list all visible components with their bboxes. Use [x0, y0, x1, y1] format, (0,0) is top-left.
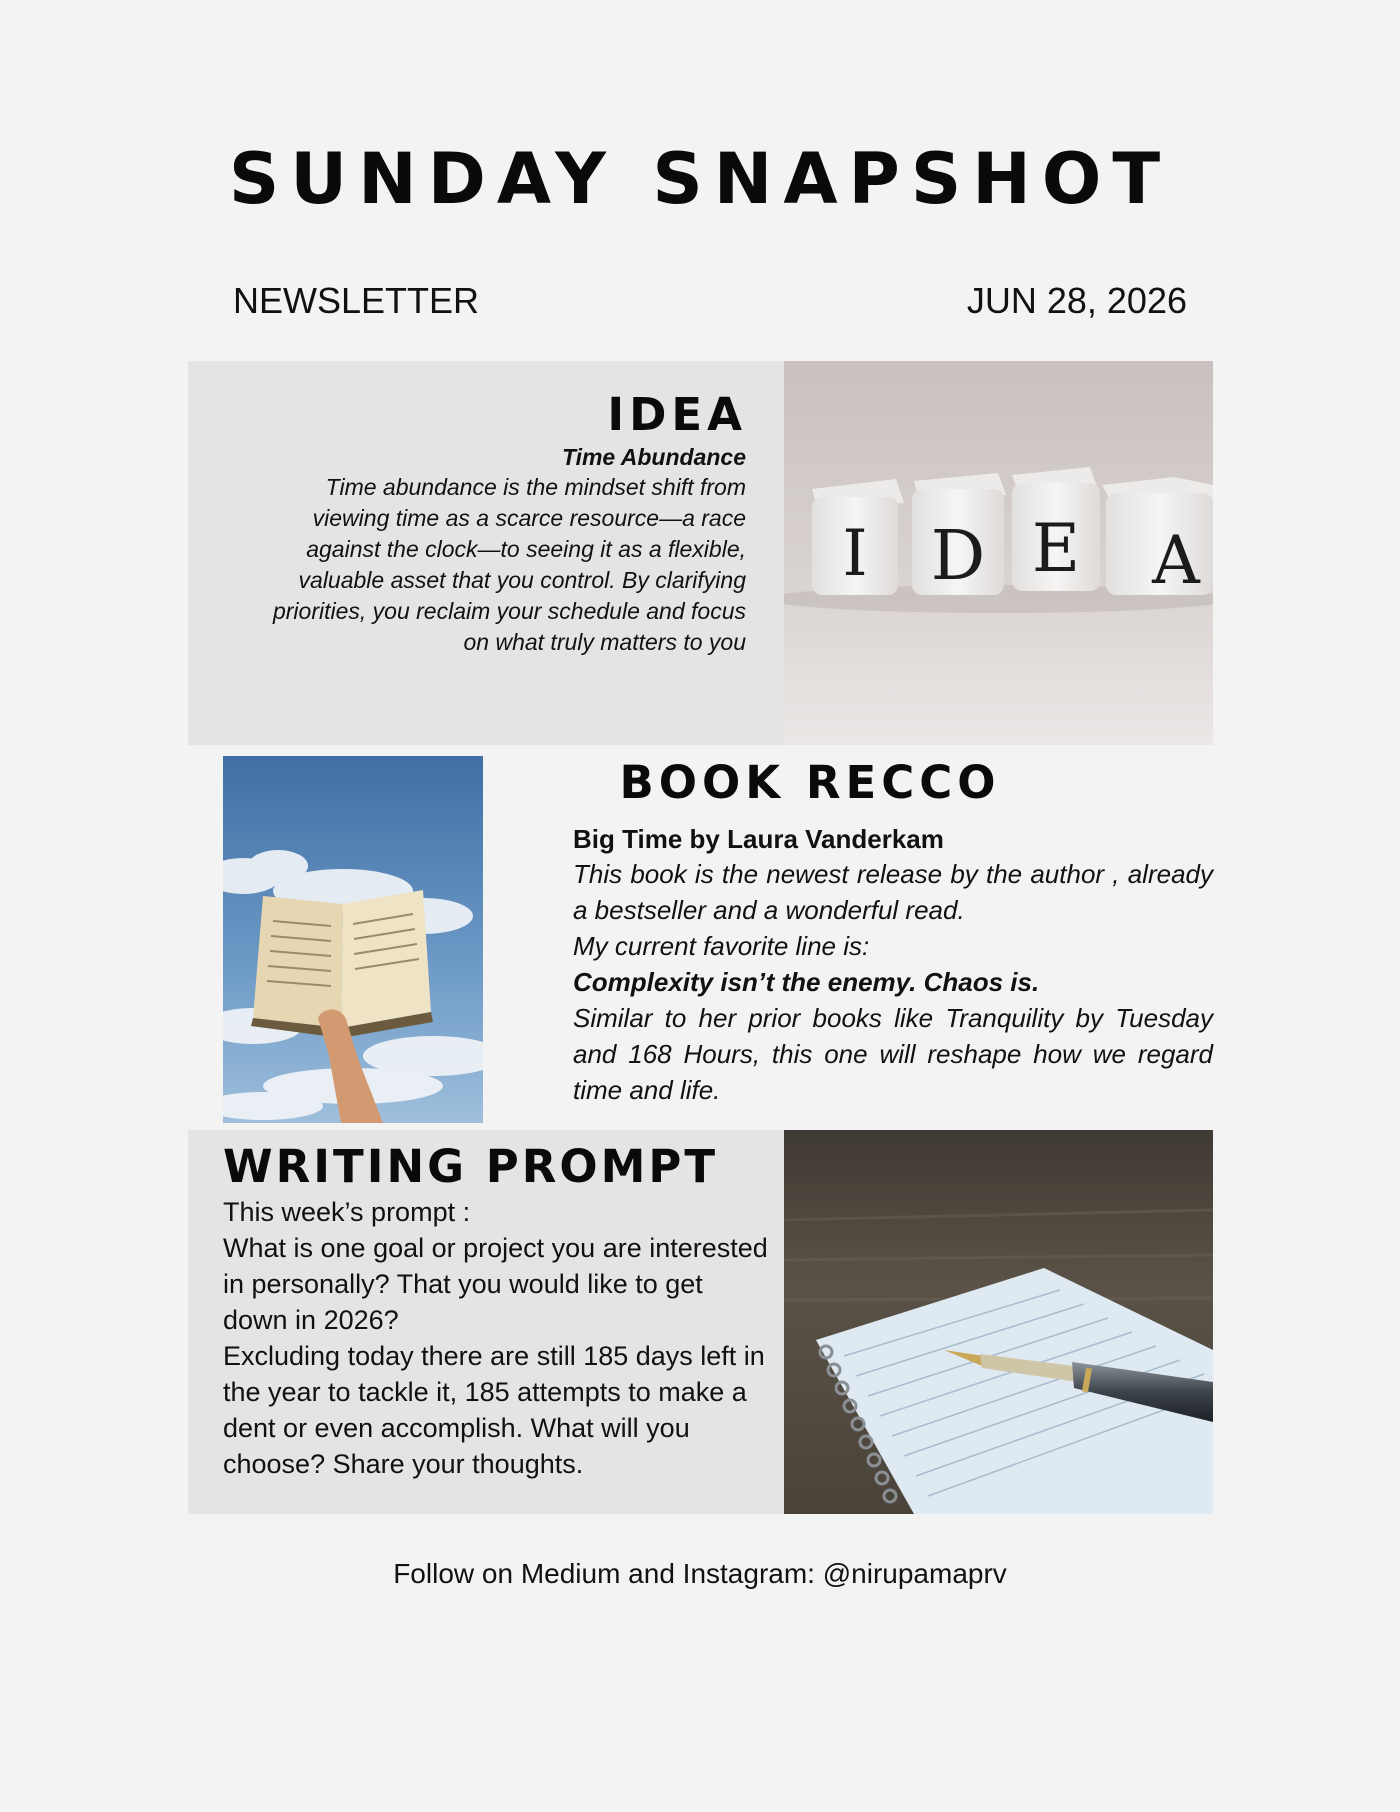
cube-i	[812, 479, 904, 595]
cube-d	[912, 473, 1006, 596]
book-body	[573, 856, 1213, 1108]
newsletter-title: SUNDAY SNAPSHOT	[228, 138, 1172, 220]
book-quote: Complexity isn’t the enemy. Chaos is.	[573, 967, 1040, 997]
svg-text:D: D	[930, 517, 986, 596]
idea-line: Time abundance is the mindset shift from	[325, 474, 746, 500]
idea-body	[222, 472, 746, 658]
notebook-pen-image	[784, 1130, 1213, 1514]
book-title: Big Time by Laura Vanderkam	[573, 824, 944, 854]
svg-text:I: I	[842, 517, 868, 591]
book-summary: Similar to her prior books like Tranquility by Tuesday and 168 Hours, this one will reshape how we regard time and life.	[573, 1003, 1213, 1105]
book-heading: BOOK RECCO	[619, 756, 1001, 809]
prompt-heading: WRITING PROMPT	[223, 1140, 719, 1193]
idea-line: priorities, you reclaim your schedule and focus	[272, 598, 746, 624]
book-in-sky-image	[223, 756, 483, 1123]
cube-e	[1012, 467, 1100, 591]
svg-text:A: A	[1152, 522, 1200, 599]
cube-a	[1102, 477, 1213, 599]
svg-text:E: E	[1031, 510, 1081, 587]
footer-social: Follow on Medium and Instagram: @nirupamaprv	[393, 1558, 1007, 1589]
idea-line: viewing time as a scarce resource—a race	[312, 505, 746, 531]
idea-line: against the clock—to seeing it as a flexible,	[306, 536, 746, 562]
idea-subtitle: Time Abundance	[561, 444, 746, 470]
newsletter-label: NEWSLETTER	[233, 280, 480, 321]
idea-line: on what truly matters to you	[463, 629, 746, 655]
prompt-question: What is one goal or project you are interested in personally? That you would like to get down in 2026?	[223, 1233, 768, 1335]
prompt-intro: This week’s prompt :	[223, 1197, 471, 1227]
book-intro: This book is the newest release by the author , already a bestseller and a wonderful read.	[573, 859, 1213, 925]
idea-line: valuable asset that you control. By clarifying	[298, 567, 746, 593]
book-favorite-label: My current favorite line is:	[573, 931, 870, 961]
prompt-detail: Excluding today there are still 185 days left in the year to tackle it, 185 attempts to make a dent or even accomplish. What will you choose? Share your thoughts.	[223, 1341, 765, 1479]
idea-heading: IDEA	[607, 388, 747, 441]
prompt-body	[223, 1194, 768, 1482]
issue-date: JUN 28, 2026	[966, 280, 1187, 321]
idea-blocks-image	[784, 361, 1213, 745]
